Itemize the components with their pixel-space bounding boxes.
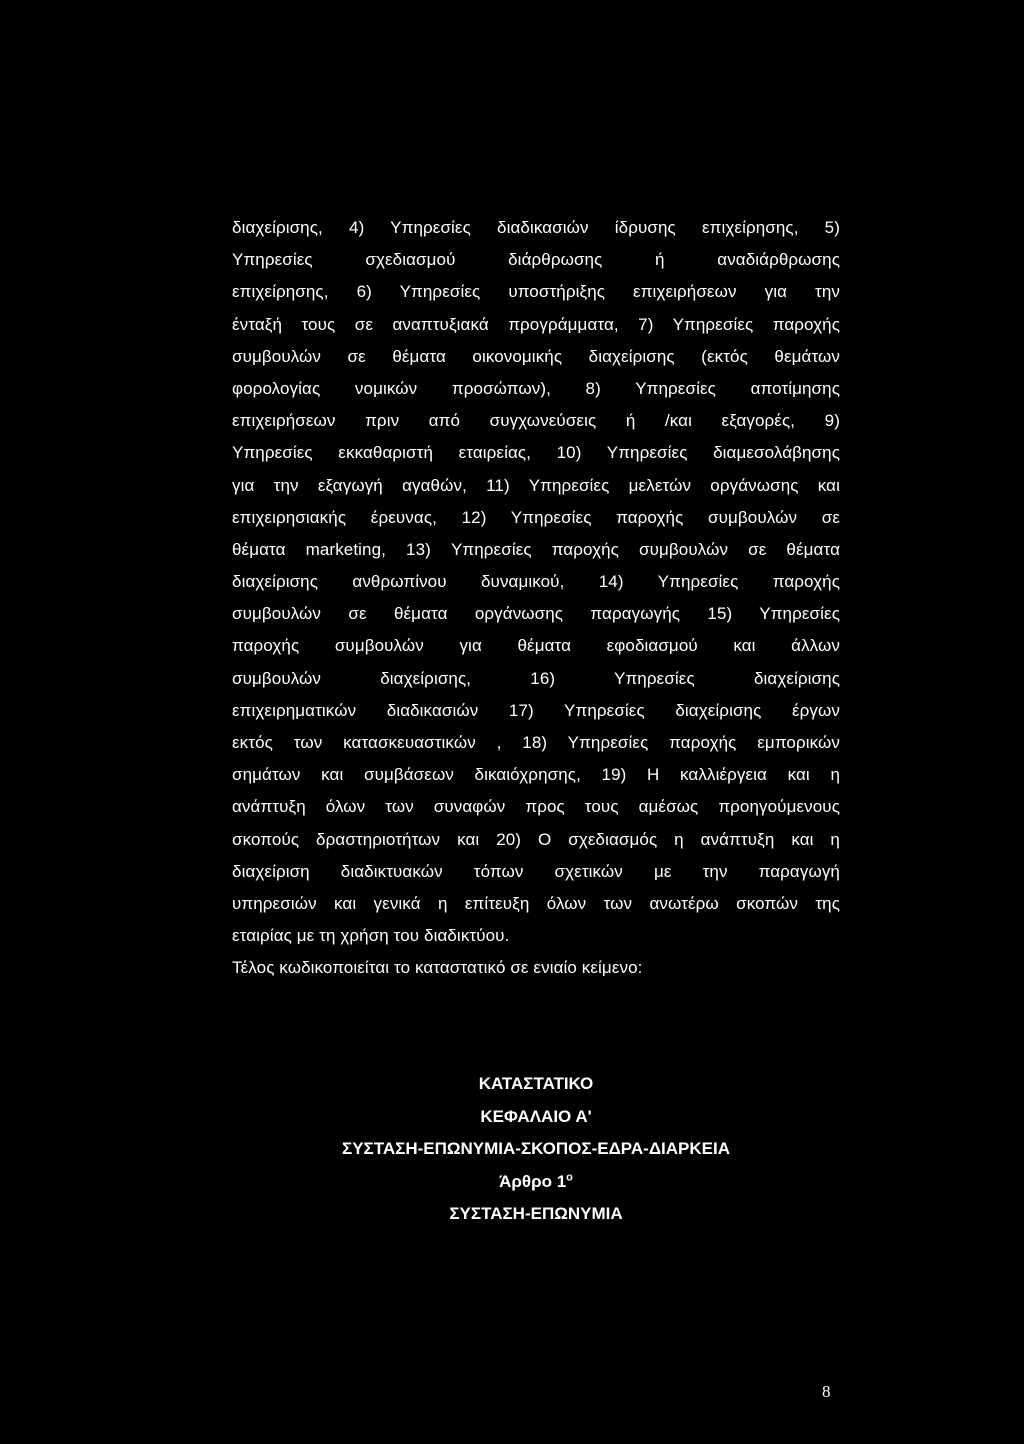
paragraph-line: επιχειρηματικών διαδικασιών 17) Υπηρεσίες διαχείρισης έργων	[232, 700, 840, 720]
statute-headings	[232, 1068, 840, 1231]
body-paragraph	[232, 212, 840, 985]
paragraph-line: ανάπτυξη όλων των συναφών προς τους αμέσως προηγούμενους	[232, 797, 840, 817]
closing-line: Τέλος κωδικοποιείται το καταστατικό σε ενιαίο κείμενο:	[232, 958, 643, 978]
chapter-subject: ΣΥΣΤΑΣΗ-ΕΠΩΝΥΜΙΑ-ΣΚΟΠΟΣ-ΕΔΡΑ-ΔΙΑΡΚΕΙΑ	[342, 1139, 730, 1158]
paragraph-line: συμβουλών σε θέματα οικονομικής διαχείρισης (εκτός θεμάτων	[232, 346, 840, 366]
paragraph-line: για την εξαγωγή αγαθών, 11) Υπηρεσίες μελετών οργάνωσης και	[232, 475, 840, 495]
paragraph-line: σημάτων και συμβάσεων δικαιόχρησης, 19) Η καλλιέργεια και η	[232, 765, 840, 785]
paragraph-line: παροχής συμβουλών για θέματα εφοδιασμού και άλλων	[232, 636, 840, 656]
paragraph-line: εταιρίας με τη χρήση του διαδικτύου.	[232, 926, 510, 946]
paragraph-line: υπηρεσιών και γενικά η επίτευξη όλων των ανωτέρω σκοπών της	[232, 893, 840, 913]
page-number: 8	[822, 1382, 831, 1401]
paragraph-line: Υπηρεσίες σχεδιασμού διάρθρωσης ή αναδιάρθρωσης	[232, 250, 840, 270]
paragraph-line: επιχειρησιακής έρευνας, 12) Υπηρεσίες παροχής συμβουλών σε	[232, 507, 840, 527]
paragraph-line: επιχειρήσεων πριν από συγχωνεύσεις ή /και εξαγορές, 9)	[232, 411, 840, 431]
paragraph-line: συμβουλών σε θέματα οργάνωσης παραγωγής 15) Υπηρεσίες	[232, 604, 840, 624]
paragraph-line: σκοπούς δραστηριοτήτων και 20) Ο σχεδιασμός η ανάπτυξη και η	[232, 829, 840, 849]
paragraph-line: διαχείριση διαδικτυακών τόπων σχετικών με την παραγωγή	[232, 861, 840, 881]
article-title	[232, 1166, 840, 1199]
paragraph-line: Υπηρεσίες εκκαθαριστή εταιρείας, 10) Υπηρεσίες διαμεσολάβησης	[232, 443, 840, 463]
paragraph-line: συμβουλών διαχείρισης, 16) Υπηρεσίες διαχείρισης	[232, 668, 840, 688]
paragraph-line: διαχείρισης, 4) Υπηρεσίες διαδικασιών ίδρυσης επιχείρησης, 5)	[232, 218, 840, 237]
article-ordinal-mark: ο	[566, 1170, 573, 1183]
paragraph-line: φορολογίας νομικών προσώπων), 8) Υπηρεσίες αποτίμησης	[232, 378, 840, 398]
chapter-title: ΚΕΦΑΛΑΙΟ Α'	[480, 1106, 592, 1126]
article-label: Άρθρο 1	[499, 1171, 567, 1191]
paragraph-line: διαχείρισης ανθρωπίνου δυναμικού, 14) Υπηρεσίες παροχής	[232, 572, 840, 592]
statute-title: ΚΑΤΑΣΤΑΤΙΚΟ	[478, 1074, 594, 1093]
paragraph-line: επιχείρησης, 6) Υπηρεσίες υποστήριξης επιχειρήσεων για την	[232, 282, 840, 302]
paragraph-line: θέματα marketing, 13) Υπηρεσίες παροχής συμβουλών σε θέματα	[232, 539, 840, 559]
paragraph-line: εκτός των κατασκευαστικών , 18) Υπηρεσίες παροχής εμπορικών	[232, 733, 840, 752]
paragraph-line: ένταξή τους σε αναπτυξιακά προγράμματα, 7) Υπηρεσίες παροχής	[232, 314, 840, 334]
article-subject: ΣΥΣΤΑΣΗ-ΕΠΩΝΥΜΙΑ	[449, 1204, 623, 1223]
